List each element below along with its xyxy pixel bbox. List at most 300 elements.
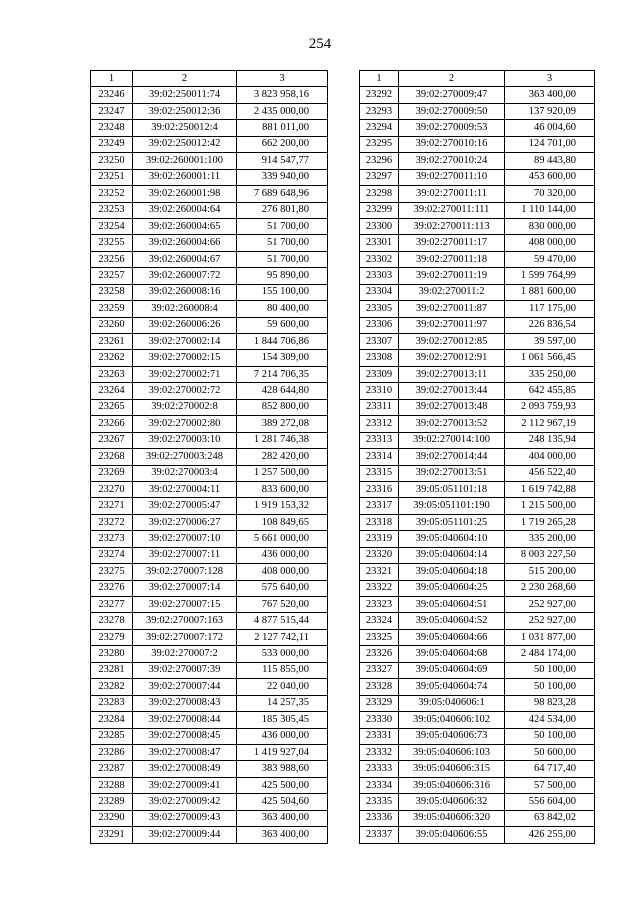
cadastral-number: 39:05:040606:1 [399, 695, 505, 711]
cadastral-value: 282 420,00 [237, 449, 328, 465]
row-number: 23249 [91, 136, 133, 152]
row-number: 23286 [91, 744, 133, 760]
row-number: 23321 [360, 564, 399, 580]
table-row [360, 383, 595, 399]
cadastral-value: 155 100,00 [237, 284, 328, 300]
cadastral-number: 39:02:270011:19 [399, 268, 505, 284]
row-number: 23257 [91, 268, 133, 284]
table-row [91, 383, 328, 399]
table-row [91, 761, 328, 777]
cadastral-value: 1 215 500,00 [505, 498, 595, 514]
cadastral-value: 59 470,00 [505, 251, 595, 267]
table-row [360, 317, 595, 333]
cadastral-number: 39:02:260004:64 [133, 202, 237, 218]
row-number: 23296 [360, 153, 399, 169]
cadastral-value: 252 927,00 [505, 597, 595, 613]
cadastral-number: 39:02:250012:4 [133, 120, 237, 136]
table-row [91, 810, 328, 826]
table-row [91, 235, 328, 251]
cadastral-value: 95 890,00 [237, 268, 328, 284]
cadastral-value: 914 547,77 [237, 153, 328, 169]
row-number: 23337 [360, 827, 399, 843]
row-number: 23308 [360, 350, 399, 366]
row-number: 23265 [91, 399, 133, 415]
cadastral-number: 39:02:270002:72 [133, 383, 237, 399]
cadastral-number: 39:02:270013:11 [399, 366, 505, 382]
row-number: 23317 [360, 498, 399, 514]
table-row [91, 531, 328, 547]
cadastral-number: 39:05:040606:316 [399, 777, 505, 793]
cadastral-number: 39:02:270004:11 [133, 481, 237, 497]
cadastral-number: 39:02:270007:15 [133, 597, 237, 613]
cadastral-number: 39:02:270009:44 [133, 827, 237, 843]
table-row [91, 350, 328, 366]
cadastral-value: 5 661 000,00 [237, 531, 328, 547]
row-number: 23248 [91, 120, 133, 136]
cadastral-number: 39:02:270002:8 [133, 399, 237, 415]
column-header-2: 2 [133, 71, 237, 87]
row-number: 23258 [91, 284, 133, 300]
table-row [360, 284, 595, 300]
row-number: 23270 [91, 481, 133, 497]
row-number: 23293 [360, 103, 399, 119]
row-number: 23283 [91, 695, 133, 711]
table-row [91, 301, 328, 317]
cadastral-value: 1 599 764,99 [505, 268, 595, 284]
table-row [91, 547, 328, 563]
table-row [360, 350, 595, 366]
cadastral-value: 2 112 967,19 [505, 416, 595, 432]
row-number: 23279 [91, 629, 133, 645]
cadastral-number: 39:05:040604:69 [399, 662, 505, 678]
row-number: 23268 [91, 449, 133, 465]
table-row [360, 629, 595, 645]
row-number: 23332 [360, 744, 399, 760]
cadastral-number: 39:02:270007:14 [133, 580, 237, 596]
table-row [360, 202, 595, 218]
cadastral-value: 137 920,09 [505, 103, 595, 119]
row-number: 23333 [360, 761, 399, 777]
cadastral-value: 124 701,00 [505, 136, 595, 152]
table-row [91, 87, 328, 103]
table-row [91, 794, 328, 810]
cadastral-number: 39:02:270010:16 [399, 136, 505, 152]
cadastral-value: 408 000,00 [237, 564, 328, 580]
table-row [360, 777, 595, 793]
cadastral-number: 39:02:260001:100 [133, 153, 237, 169]
cadastral-value: 436 000,00 [237, 728, 328, 744]
row-number: 23295 [360, 136, 399, 152]
cadastral-value: 767 520,00 [237, 597, 328, 613]
cadastral-value: 1 257 500,00 [237, 465, 328, 481]
row-number: 23320 [360, 547, 399, 563]
cadastral-number: 39:02:270013:52 [399, 416, 505, 432]
cadastral-number: 39:05:040604:10 [399, 531, 505, 547]
cadastral-value: 515 200,00 [505, 564, 595, 580]
row-number: 23331 [360, 728, 399, 744]
table-left [90, 70, 328, 844]
cadastral-value: 1 419 927,04 [237, 744, 328, 760]
cadastral-number: 39:02:250011:74 [133, 87, 237, 103]
table-row [360, 87, 595, 103]
row-number: 23259 [91, 301, 133, 317]
cadastral-value: 428 644,80 [237, 383, 328, 399]
cadastral-value: 453 600,00 [505, 169, 595, 185]
table-row [360, 695, 595, 711]
table-row [360, 432, 595, 448]
row-number: 23254 [91, 218, 133, 234]
cadastral-number: 39:02:260001:11 [133, 169, 237, 185]
row-number: 23276 [91, 580, 133, 596]
cadastral-value: 426 255,00 [505, 827, 595, 843]
cadastral-number: 39:02:250012:36 [133, 103, 237, 119]
row-number: 23246 [91, 87, 133, 103]
cadastral-number: 39:02:270014:44 [399, 449, 505, 465]
table-row [91, 416, 328, 432]
row-number: 23294 [360, 120, 399, 136]
table-row [91, 744, 328, 760]
table-row [360, 251, 595, 267]
cadastral-value: 46 004,60 [505, 120, 595, 136]
cadastral-value: 339 940,00 [237, 169, 328, 185]
cadastral-value: 51 700,00 [237, 218, 328, 234]
row-number: 23292 [360, 87, 399, 103]
cadastral-value: 436 000,00 [237, 547, 328, 563]
row-number: 23256 [91, 251, 133, 267]
table-row [360, 810, 595, 826]
row-number: 23291 [91, 827, 133, 843]
row-number: 23264 [91, 383, 133, 399]
row-number: 23335 [360, 794, 399, 810]
table-row [91, 251, 328, 267]
row-number: 23260 [91, 317, 133, 333]
cadastral-number: 39:02:270011:11 [399, 186, 505, 202]
table-row [91, 662, 328, 678]
cadastral-value: 22 040,00 [237, 679, 328, 695]
table-row [91, 317, 328, 333]
cadastral-value: 117 175,00 [505, 301, 595, 317]
row-number: 23304 [360, 284, 399, 300]
row-number: 23250 [91, 153, 133, 169]
cadastral-value: 7 214 706,35 [237, 366, 328, 382]
cadastral-number: 39:02:270008:43 [133, 695, 237, 711]
table-row [360, 169, 595, 185]
cadastral-value: 51 700,00 [237, 235, 328, 251]
cadastral-number: 39:02:250012:42 [133, 136, 237, 152]
table-row [91, 629, 328, 645]
table-row [91, 136, 328, 152]
cadastral-number: 39:05:040606:315 [399, 761, 505, 777]
cadastral-number: 39:05:040606:73 [399, 728, 505, 744]
table-row [91, 202, 328, 218]
cadastral-number: 39:02:270010:24 [399, 153, 505, 169]
cadastral-number: 39:02:270013:44 [399, 383, 505, 399]
row-number: 23336 [360, 810, 399, 826]
cadastral-number: 39:02:270009:42 [133, 794, 237, 810]
table-row [360, 646, 595, 662]
table-row [91, 514, 328, 530]
cadastral-value: 1 061 566,45 [505, 350, 595, 366]
cadastral-value: 8 003 227,50 [505, 547, 595, 563]
cadastral-value: 2 127 742,11 [237, 629, 328, 645]
cadastral-value: 4 877 515,44 [237, 613, 328, 629]
cadastral-number: 39:02:270009:50 [399, 103, 505, 119]
cadastral-number: 39:02:270006:27 [133, 514, 237, 530]
cadastral-value: 363 400,00 [237, 827, 328, 843]
row-number: 23313 [360, 432, 399, 448]
row-number: 23285 [91, 728, 133, 744]
cadastral-value: 14 257,35 [237, 695, 328, 711]
cadastral-value: 7 689 648,96 [237, 186, 328, 202]
table-row [360, 120, 595, 136]
cadastral-number: 39:05:040604:52 [399, 613, 505, 629]
table-row [360, 218, 595, 234]
table-row [91, 679, 328, 695]
table-right [359, 70, 595, 844]
row-number: 23303 [360, 268, 399, 284]
table-row [360, 613, 595, 629]
cadastral-number: 39:02:270005:47 [133, 498, 237, 514]
row-number: 23316 [360, 481, 399, 497]
row-number: 23301 [360, 235, 399, 251]
row-number: 23318 [360, 514, 399, 530]
row-number: 23261 [91, 334, 133, 350]
cadastral-value: 89 443,80 [505, 153, 595, 169]
cadastral-value: 456 522,40 [505, 465, 595, 481]
cadastral-value: 80 400,00 [237, 301, 328, 317]
cadastral-value: 556 604,00 [505, 794, 595, 810]
cadastral-number: 39:02:270011:17 [399, 235, 505, 251]
table-row [360, 235, 595, 251]
table-row [91, 218, 328, 234]
row-number: 23263 [91, 366, 133, 382]
row-number: 23324 [360, 613, 399, 629]
cadastral-value: 2 435 000,00 [237, 103, 328, 119]
cadastral-number: 39:02:270007:39 [133, 662, 237, 678]
cadastral-number: 39:02:270013:48 [399, 399, 505, 415]
table-row [360, 416, 595, 432]
cadastral-number: 39:05:040604:74 [399, 679, 505, 695]
table-row [360, 547, 595, 563]
cadastral-value: 154 309,00 [237, 350, 328, 366]
cadastral-number: 39:05:040606:320 [399, 810, 505, 826]
cadastral-number: 39:02:270003:4 [133, 465, 237, 481]
cadastral-value: 226 836,54 [505, 317, 595, 333]
row-number: 23282 [91, 679, 133, 695]
row-number: 23251 [91, 169, 133, 185]
table-row [91, 827, 328, 843]
row-number: 23334 [360, 777, 399, 793]
cadastral-number: 39:02:270013:51 [399, 465, 505, 481]
table-row [360, 794, 595, 810]
cadastral-value: 2 230 268,60 [505, 580, 595, 596]
table-row [91, 613, 328, 629]
table-row [360, 564, 595, 580]
cadastral-number: 39:02:270012:85 [399, 334, 505, 350]
cadastral-number: 39:02:270009:53 [399, 120, 505, 136]
cadastral-number: 39:02:270008:47 [133, 744, 237, 760]
table-row [360, 662, 595, 678]
table-row [360, 449, 595, 465]
cadastral-value: 64 717,40 [505, 761, 595, 777]
cadastral-value: 1 719 265,28 [505, 514, 595, 530]
row-number: 23328 [360, 679, 399, 695]
cadastral-number: 39:02:260007:72 [133, 268, 237, 284]
cadastral-number: 39:02:270011:2 [399, 284, 505, 300]
column-header-2: 2 [399, 71, 505, 87]
cadastral-number: 39:02:270012:91 [399, 350, 505, 366]
cadastral-value: 115 855,00 [237, 662, 328, 678]
table-row [360, 827, 595, 843]
row-number: 23272 [91, 514, 133, 530]
cadastral-number: 39:05:051101:190 [399, 498, 505, 514]
table-row [91, 465, 328, 481]
table-row [91, 120, 328, 136]
table-row [360, 514, 595, 530]
cadastral-value: 363 400,00 [505, 87, 595, 103]
cadastral-value: 252 927,00 [505, 613, 595, 629]
table-row [91, 712, 328, 728]
row-number: 23302 [360, 251, 399, 267]
cadastral-value: 2 093 759,93 [505, 399, 595, 415]
table-row [360, 712, 595, 728]
cadastral-number: 39:05:051101:18 [399, 481, 505, 497]
row-number: 23326 [360, 646, 399, 662]
cadastral-number: 39:05:051101:25 [399, 514, 505, 530]
cadastral-number: 39:02:270011:113 [399, 218, 505, 234]
cadastral-number: 39:02:270011:111 [399, 202, 505, 218]
row-number: 23319 [360, 531, 399, 547]
table-row [360, 580, 595, 596]
cadastral-value: 70 320,00 [505, 186, 595, 202]
cadastral-number: 39:05:040606:55 [399, 827, 505, 843]
table-row [360, 399, 595, 415]
cadastral-value: 2 484 174,00 [505, 646, 595, 662]
cadastral-value: 3 823 958,16 [237, 87, 328, 103]
cadastral-value: 424 534,00 [505, 712, 595, 728]
table-row [91, 153, 328, 169]
row-number: 23280 [91, 646, 133, 662]
cadastral-value: 59 600,00 [237, 317, 328, 333]
cadastral-value: 57 500,00 [505, 777, 595, 793]
cadastral-number: 39:02:260004:65 [133, 218, 237, 234]
cadastral-number: 39:02:270009:47 [399, 87, 505, 103]
table-row [360, 334, 595, 350]
cadastral-value: 335 200,00 [505, 531, 595, 547]
row-number: 23327 [360, 662, 399, 678]
row-number: 23269 [91, 465, 133, 481]
row-number: 23310 [360, 383, 399, 399]
row-number: 23288 [91, 777, 133, 793]
table-row [360, 498, 595, 514]
cadastral-value: 404 000,00 [505, 449, 595, 465]
cadastral-number: 39:02:270003:248 [133, 449, 237, 465]
table-row [91, 646, 328, 662]
cadastral-number: 39:02:270007:172 [133, 629, 237, 645]
cadastral-value: 852 800,00 [237, 399, 328, 415]
cadastral-value: 50 100,00 [505, 662, 595, 678]
table-row [91, 728, 328, 744]
cadastral-number: 39:02:270011:18 [399, 251, 505, 267]
cadastral-value: 1 031 877,00 [505, 629, 595, 645]
cadastral-value: 248 135,94 [505, 432, 595, 448]
row-number: 23309 [360, 366, 399, 382]
table-row [91, 103, 328, 119]
table-row [360, 268, 595, 284]
row-number: 23330 [360, 712, 399, 728]
cadastral-value: 662 200,00 [237, 136, 328, 152]
table-row [91, 399, 328, 415]
table-row [91, 186, 328, 202]
table-row [360, 153, 595, 169]
cadastral-number: 39:02:270008:45 [133, 728, 237, 744]
row-number: 23311 [360, 399, 399, 415]
cadastral-number: 39:05:040606:103 [399, 744, 505, 760]
header-row [91, 71, 328, 87]
cadastral-value: 575 640,00 [237, 580, 328, 596]
table-row [360, 465, 595, 481]
column-header-3: 3 [505, 71, 595, 87]
row-number: 23278 [91, 613, 133, 629]
cadastral-number: 39:02:270007:128 [133, 564, 237, 580]
row-number: 23325 [360, 629, 399, 645]
table-row [360, 301, 595, 317]
column-header-1: 1 [360, 71, 399, 87]
cadastral-number: 39:02:260008:4 [133, 301, 237, 317]
row-number: 23315 [360, 465, 399, 481]
cadastral-number: 39:05:040606:32 [399, 794, 505, 810]
cadastral-value: 642 455,85 [505, 383, 595, 399]
row-number: 23253 [91, 202, 133, 218]
row-number: 23314 [360, 449, 399, 465]
row-number: 23289 [91, 794, 133, 810]
table-row [91, 564, 328, 580]
cadastral-number: 39:02:260004:66 [133, 235, 237, 251]
cadastral-value: 1 844 706,86 [237, 334, 328, 350]
row-number: 23255 [91, 235, 133, 251]
table-row [91, 597, 328, 613]
row-number: 23274 [91, 547, 133, 563]
table-row [91, 449, 328, 465]
cadastral-number: 39:05:040604:66 [399, 629, 505, 645]
cadastral-value: 276 801,80 [237, 202, 328, 218]
cadastral-number: 39:02:270007:44 [133, 679, 237, 695]
row-number: 23262 [91, 350, 133, 366]
row-number: 23298 [360, 186, 399, 202]
row-number: 23287 [91, 761, 133, 777]
cadastral-number: 39:02:270007:2 [133, 646, 237, 662]
row-number: 23322 [360, 580, 399, 596]
row-number: 23297 [360, 169, 399, 185]
cadastral-number: 39:05:040604:18 [399, 564, 505, 580]
table-row [360, 531, 595, 547]
cadastral-value: 98 823,28 [505, 695, 595, 711]
table-row [91, 334, 328, 350]
cadastral-value: 1 281 746,38 [237, 432, 328, 448]
cadastral-value: 50 100,00 [505, 728, 595, 744]
cadastral-number: 39:05:040604:25 [399, 580, 505, 596]
row-number: 23277 [91, 597, 133, 613]
table-row [91, 366, 328, 382]
cadastral-number: 39:02:270009:41 [133, 777, 237, 793]
cadastral-value: 389 272,08 [237, 416, 328, 432]
cadastral-number: 39:02:270008:49 [133, 761, 237, 777]
cadastral-number: 39:02:270002:80 [133, 416, 237, 432]
row-number: 23252 [91, 186, 133, 202]
row-number: 23247 [91, 103, 133, 119]
row-number: 23312 [360, 416, 399, 432]
cadastral-number: 39:05:040604:68 [399, 646, 505, 662]
